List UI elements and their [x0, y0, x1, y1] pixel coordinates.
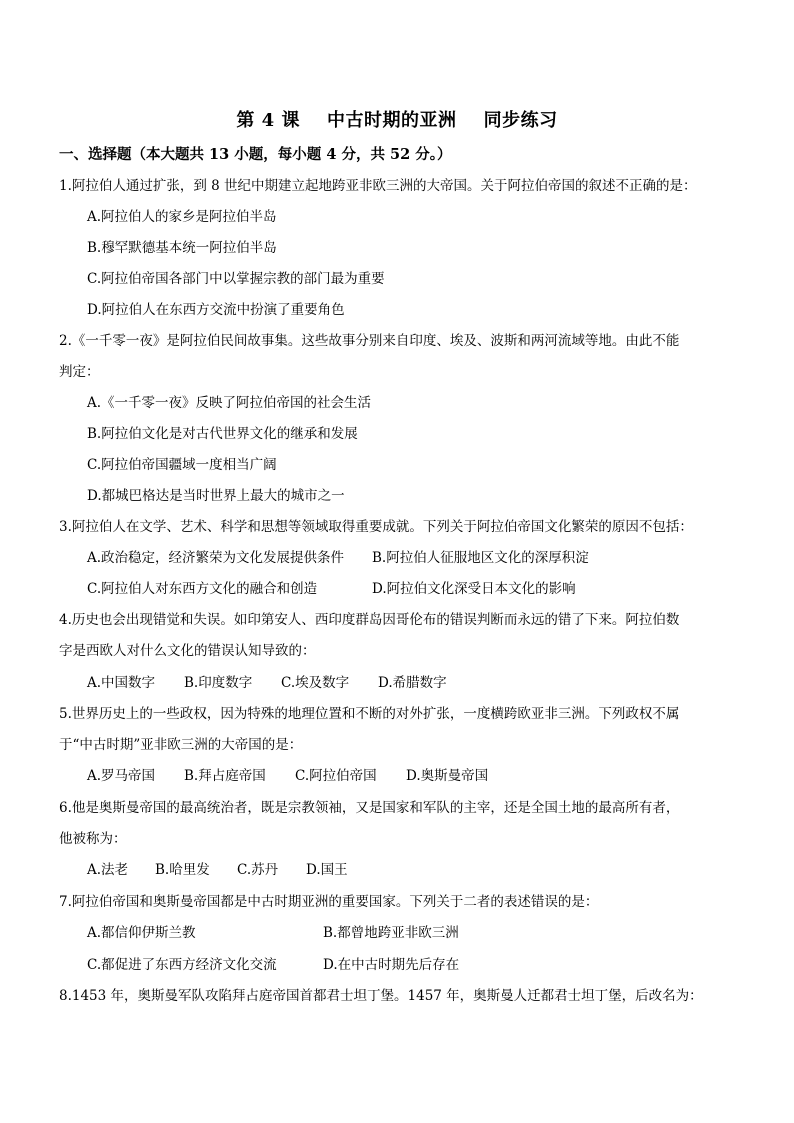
section-heading: 一、选择题（本大题共 13 小题，每小题 4 分，共 52 分。）: [59, 146, 452, 163]
question-5-option-a: A.罗马帝国: [87, 768, 156, 784]
question-1-option-d: D.阿拉伯人在东西方交流中扮演了重要角色: [87, 302, 345, 318]
question-5-option-d: D.奥斯曼帝国: [406, 768, 489, 784]
question-2-option-b: B.阿拉伯文化是对古代世界文化的继承和发展: [87, 426, 358, 442]
question-3-option-b: B.阿拉伯人征服地区文化的深厚积淀: [372, 550, 589, 566]
question-3-option-d: D.阿拉伯文化深受日本文化的影响: [372, 581, 576, 597]
question-3-option-a: A.政治稳定，经济繁荣为文化发展提供条件: [87, 550, 345, 566]
question-1-stem-line-1: 1.阿拉伯人通过扩张，到 8 世纪中期建立起地跨亚非欧三洲的大帝国。关于阿拉伯帝国的叙述不正确的是：: [59, 178, 697, 194]
question-7-option-a: A.都信仰伊斯兰教: [87, 925, 196, 941]
question-6-stem-line-1: 6.他是奥斯曼帝国的最高统治者，既是宗教领袖，又是国家和军队的主宰，还是全国土地的最高所有者，: [59, 800, 680, 816]
page-title: 第 4 课 中古时期的亚洲 同步练习: [236, 110, 558, 131]
question-3-option-c: C.阿拉伯人对东西方文化的融合和创造: [87, 581, 318, 597]
question-7-option-d: D.在中古时期先后存在: [323, 957, 460, 973]
question-2-option-d: D.都城巴格达是当时世界上最大的城市之一: [87, 488, 345, 504]
question-3-stem-line-1: 3.阿拉伯人在文学、艺术、科学和思想等领域取得重要成就。下列关于阿拉伯帝国文化繁荣的原因不包括：: [59, 519, 693, 535]
question-4-option-d: D.希腊数字: [378, 675, 447, 691]
question-7-option-b: B.都曾地跨亚非欧三洲: [323, 925, 459, 941]
question-2-stem-line-1: 2.《一千零一夜》是阿拉伯民间故事集。这些故事分别来自印度、埃及、波斯和两河流域等地。由此不能: [59, 333, 680, 349]
question-2-stem-line-2: 判定：: [59, 364, 100, 380]
question-5-option-b: B.拜占庭帝国: [184, 768, 266, 784]
question-4-option-a: A.中国数字: [87, 675, 156, 691]
question-4-option-c: C.埃及数字: [281, 675, 350, 691]
question-8-stem-line-1: 8.1453 年，奥斯曼军队攻陷拜占庭帝国首都君士坦丁堡。1457 年，奥斯曼人迁都君士坦丁堡，后改名为：: [59, 988, 703, 1004]
question-6-option-b: B.哈里发: [155, 862, 210, 878]
question-1-option-b: B.穆罕默德基本统一阿拉伯半岛: [87, 240, 277, 256]
question-2-option-a: A.《一千零一夜》反映了阿拉伯帝国的社会生活: [87, 395, 372, 411]
question-6-option-d: D.国王: [306, 862, 348, 878]
question-5-option-c: C.阿拉伯帝国: [295, 768, 377, 784]
question-1-option-c: C.阿拉伯帝国各部门中以掌握宗教的部门最为重要: [87, 271, 385, 287]
question-2-option-c: C.阿拉伯帝国疆域一度相当广阔: [87, 457, 277, 473]
question-5-stem-line-1: 5.世界历史上的一些政权，因为特殊的地理位置和不断的对外扩张，一度横跨欧亚非三洲。下列政权不属: [59, 706, 680, 722]
question-7-stem-line-1: 7.阿拉伯帝国和奥斯曼帝国都是中古时期亚洲的重要国家。下列关于二者的表述错误的是：: [59, 894, 599, 910]
question-7-option-c: C.都促进了东西方经济文化交流: [87, 957, 277, 973]
question-4-option-b: B.印度数字: [184, 675, 253, 691]
question-6-stem-line-2: 他被称为：: [59, 831, 127, 847]
question-1-option-a: A.阿拉伯人的家乡是阿拉伯半岛: [87, 209, 277, 225]
question-4-stem-line-1: 4.历史也会出现错觉和失误。如印第安人、西印度群岛因哥伦布的错误判断而永远的错了下来。阿拉伯数: [59, 612, 680, 628]
question-6-option-c: C.苏丹: [237, 862, 279, 878]
question-4-stem-line-2: 字是西欧人对什么文化的错误认知导致的：: [59, 643, 316, 659]
question-5-stem-line-2: 于“中古时期”亚非欧三洲的大帝国的是：: [59, 737, 303, 753]
question-6-option-a: A.法老: [87, 862, 129, 878]
